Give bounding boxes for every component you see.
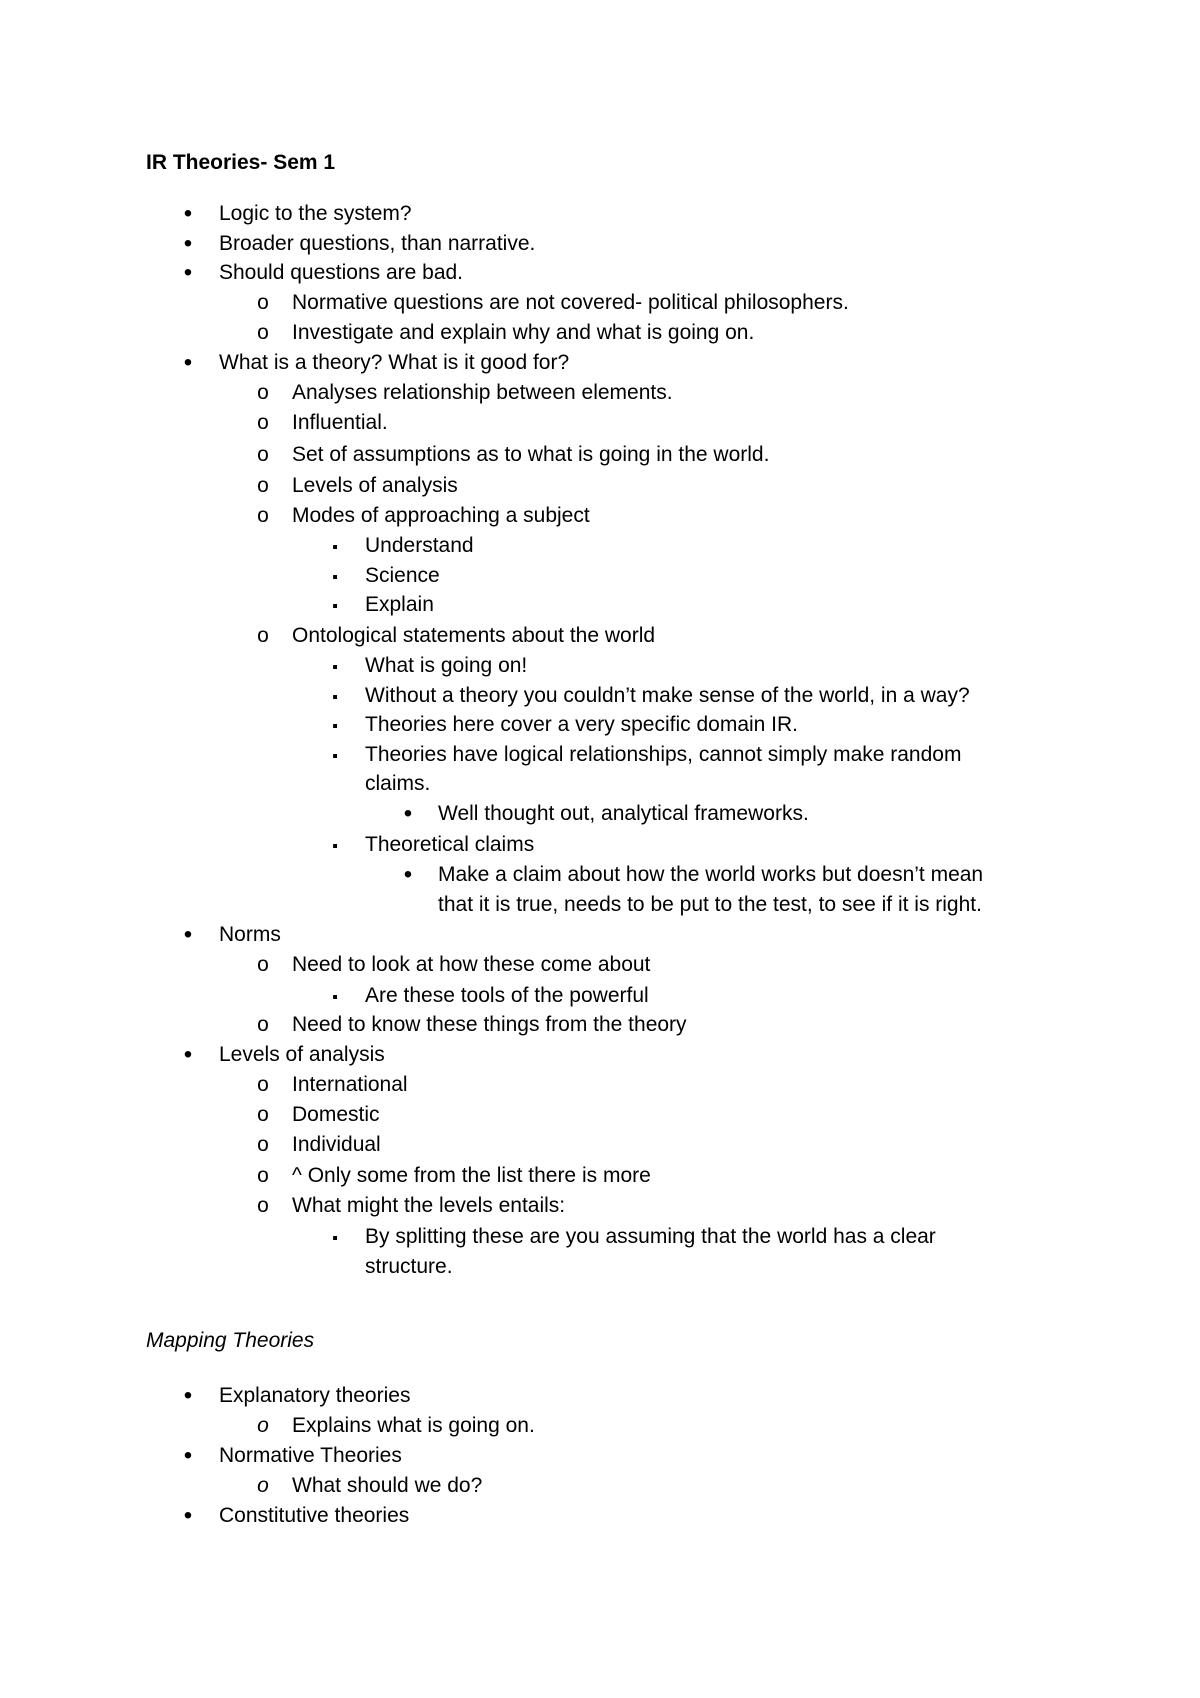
- list-item-level-2: Investigate and explain why and what is going on.: [292, 321, 755, 344]
- bullet-icon: [178, 229, 198, 260]
- circle-bullet-icon: [253, 1010, 273, 1040]
- list-item-level-2: Domestic: [292, 1103, 380, 1126]
- list-item-level-1: What is a theory? What is it good for?: [219, 351, 570, 374]
- list-item-level-1: Levels of analysis: [219, 1043, 385, 1066]
- bullet-icon: [178, 199, 198, 230]
- circle-bullet-icon: [253, 621, 273, 651]
- list-item-level-1: Explanatory theories: [219, 1384, 411, 1407]
- list-item-level-2: Need to know these things from the theory: [292, 1013, 687, 1036]
- square-bullet-icon: [325, 651, 345, 683]
- list-item-level-2: Modes of approaching a subject: [292, 504, 590, 527]
- square-bullet-icon: [325, 590, 345, 622]
- list-item-level-1: Should questions are bad.: [219, 261, 464, 284]
- list-item-level-1: Normative Theories: [219, 1444, 402, 1467]
- list-item-level-2: Levels of analysis: [292, 474, 458, 497]
- circle-bullet-icon: [253, 501, 273, 531]
- circle-bullet-icon: [253, 1411, 273, 1441]
- list-item-level-3: Without a theory you couldn’t make sense of the world, in a way?: [365, 684, 970, 707]
- circle-bullet-icon: [253, 318, 273, 348]
- list-item-level-1: Norms: [219, 923, 281, 946]
- list-item-level-2: Analyses relationship between elements.: [292, 381, 673, 404]
- list-item-level-2: Set of assumptions as to what is going in the world.: [292, 443, 770, 466]
- list-item-level-3: Theories have logical relationships, cannot simply make random: [365, 743, 962, 766]
- circle-bullet-icon: [253, 1100, 273, 1130]
- list-item-level-3: claims.: [365, 772, 431, 795]
- list-item-level-2: What might the levels entails:: [292, 1194, 566, 1217]
- circle-bullet-icon: [253, 471, 273, 501]
- list-item-level-3: Are these tools of the powerful: [365, 984, 649, 1007]
- list-item-level-2: What should we do?: [292, 1474, 483, 1497]
- list-item-level-1: Logic to the system?: [219, 202, 412, 225]
- list-item-level-2: Normative questions are not covered- political philosophers.: [292, 291, 849, 314]
- list-item-level-2: Explains what is going on.: [292, 1414, 535, 1437]
- list-item-level-3: Theories here cover a very specific domain IR.: [365, 713, 799, 736]
- circle-bullet-icon: [253, 440, 273, 470]
- list-item-level-3: Theoretical claims: [365, 833, 535, 856]
- list-item-level-1: Constitutive theories: [219, 1504, 410, 1527]
- circle-bullet-icon: [253, 1471, 273, 1501]
- square-bullet-icon: [325, 531, 345, 563]
- list-item-level-2: ^ Only some from the list there is more: [292, 1164, 651, 1187]
- list-item-level-4: Make a claim about how the world works but doesn’t mean: [438, 863, 984, 886]
- bullet-icon: [178, 920, 198, 951]
- list-item-level-2: International: [292, 1073, 408, 1096]
- bullet-icon: [178, 258, 198, 289]
- bullet-icon: [178, 1501, 198, 1532]
- list-item-level-2: Ontological statements about the world: [292, 624, 656, 647]
- bullet-icon: [398, 799, 418, 830]
- bullet-icon: [178, 348, 198, 379]
- list-item-level-2: Individual: [292, 1133, 381, 1156]
- square-bullet-icon: [325, 830, 345, 862]
- list-item-level-2: Influential.: [292, 411, 388, 434]
- square-bullet-icon: [325, 1222, 345, 1254]
- circle-bullet-icon: [253, 408, 273, 438]
- list-item-level-3: structure.: [365, 1255, 453, 1278]
- list-item-level-3: Understand: [365, 534, 474, 557]
- bullet-icon: [178, 1381, 198, 1412]
- list-item-level-2: Need to look at how these come about: [292, 953, 651, 976]
- circle-bullet-icon: [253, 378, 273, 408]
- list-item-level-3: What is going on!: [365, 654, 528, 677]
- list-item-level-1: Broader questions, than narrative.: [219, 232, 536, 255]
- circle-bullet-icon: [253, 1191, 273, 1221]
- list-item-level-3: Science: [365, 564, 440, 587]
- circle-bullet-icon: [253, 1070, 273, 1100]
- square-bullet-icon: [325, 981, 345, 1013]
- circle-bullet-icon: [253, 1130, 273, 1160]
- square-bullet-icon: [325, 561, 345, 593]
- square-bullet-icon: [325, 740, 345, 772]
- list-item-level-3: Explain: [365, 593, 434, 616]
- section-heading-mapping-theories: Mapping Theories: [146, 1329, 315, 1352]
- list-item-level-4: that it is true, needs to be put to the test, to see if it is right.: [438, 893, 982, 916]
- list-item-level-3: By splitting these are you assuming that the world has a clear: [365, 1225, 936, 1248]
- list-item-level-4: Well thought out, analytical frameworks.: [438, 802, 809, 825]
- bullet-icon: [178, 1441, 198, 1472]
- document-title: IR Theories- Sem 1: [146, 151, 336, 174]
- circle-bullet-icon: [253, 288, 273, 318]
- square-bullet-icon: [325, 710, 345, 742]
- circle-bullet-icon: [253, 950, 273, 980]
- bullet-icon: [178, 1040, 198, 1071]
- bullet-icon: [398, 860, 418, 891]
- circle-bullet-icon: [253, 1161, 273, 1191]
- square-bullet-icon: [325, 681, 345, 713]
